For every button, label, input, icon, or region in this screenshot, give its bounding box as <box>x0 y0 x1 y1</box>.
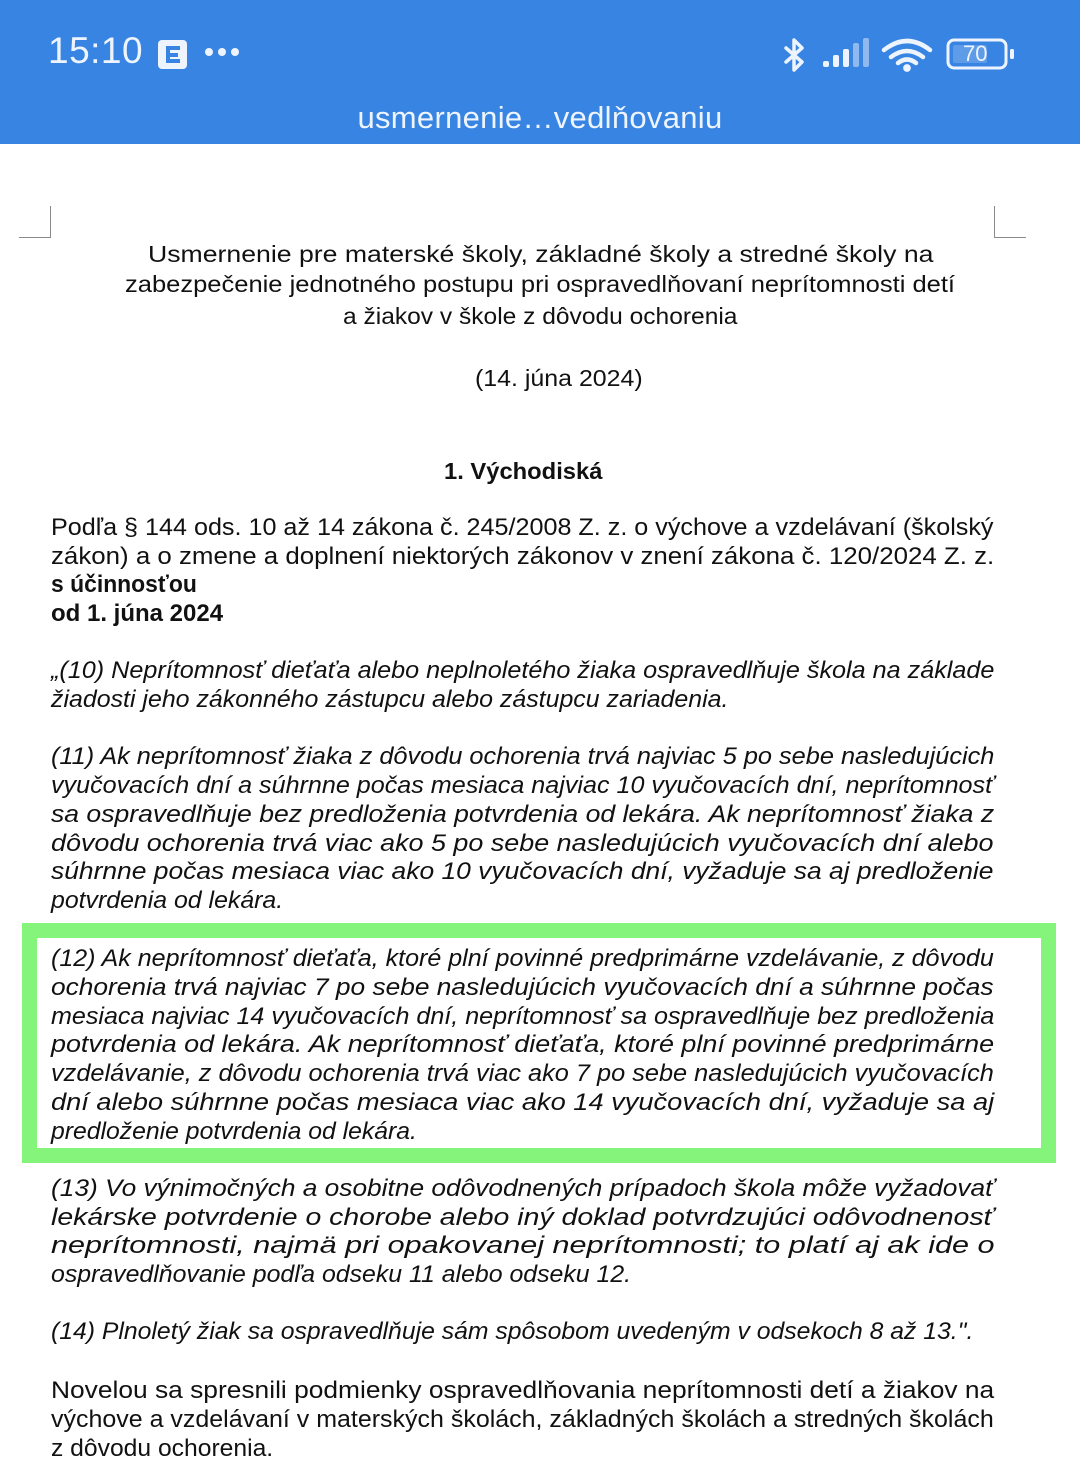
paragraph-13-line: ospravedlňovanie podľa odseku 11 alebo odseku 12. <box>51 1261 632 1288</box>
paragraph-12-line: mesiaca najviac 14 vyučovacích dní, neprítomnosť sa ospravedlňuje bez predloženia <box>51 1003 995 1030</box>
paragraph-11-line: vyučovacích dní a súhrnne počas mesiaca najviac 10 vyučovacích dní, neprítomnosť <box>51 772 994 799</box>
paragraph-12-line: ochorenia trvá najviac 7 po sebe nasledujúcich vyučovacích dní a súhrnne počas <box>51 974 994 1001</box>
effective-label: s účinnosťou <box>51 571 197 598</box>
e-app-icon <box>158 40 187 69</box>
paragraph-13-line: lekárske potvrdenie o chorobe alebo iný doklad potvrdzujúci odôvodnenosť <box>51 1204 994 1231</box>
wifi-icon <box>884 41 930 70</box>
bluetooth-icon <box>786 40 802 70</box>
paragraph-11-line: sa ospravedlňuje bez predloženia potvrdenia od lekára. Ak neprítomnosť žiaka z <box>51 801 995 828</box>
document-date: (14. júna 2024) <box>475 365 643 391</box>
paragraph-12-line: vzdelávanie, z dôvodu ochorenia trvá viac ako 7 po sebe nasledujúcich vyučovacích <box>51 1060 994 1087</box>
paragraph-11-line: potvrdenia od lekára. <box>51 887 284 914</box>
document-title-line: zabezpečenie jednotného postupu pri ospravedlňovaní neprítomnosti detí <box>125 271 956 297</box>
paragraph-12-line: dní alebo súhrnne počas mesiaca viac ako 14 vyučovacích dní, vyžaduje sa aj <box>51 1089 995 1116</box>
paragraph-12-line: potvrdenia od lekára. Ak neprítomnosť dieťaťa, ktoré plní povinné predprimárne <box>51 1031 995 1058</box>
effective-date: od 1. júna 2024 <box>51 600 224 627</box>
paragraph-12-line: predloženie potvrdenia od lekára. <box>51 1118 417 1145</box>
page-corner-mark-right <box>994 206 1026 238</box>
closing-line: z dôvodu ochorenia. <box>51 1435 274 1462</box>
status-icons <box>780 36 1040 76</box>
closing-line: Novelou sa spresnili podmienky ospravedlňovania neprítomnosti detí a žiakov na <box>51 1377 995 1404</box>
document-title-line: a žiakov v škole z dôvodu ochorenia <box>343 303 738 329</box>
app-header <box>0 0 1080 144</box>
more-dots-icon <box>205 48 245 58</box>
page-corner-mark-left <box>19 206 51 238</box>
section-heading: 1. Východiská <box>444 458 603 484</box>
document-title-bar: usmernenie…vedlňovaniu <box>357 100 723 135</box>
paragraph-14-line: (14) Plnoletý žiak sa ospravedlňuje sám spôsobom uvedeným v odsekoch 8 až 13.". <box>51 1318 974 1345</box>
paragraph-10-line: žiadosti jeho zákonného zástupcu alebo zástupcu zariadenia. <box>51 686 729 713</box>
cell-signal-icon <box>823 38 869 67</box>
battery-level: 70 <box>963 41 988 66</box>
paragraph-10-line: „(10) Neprítomnosť dieťaťa alebo neplnoletého žiaka ospravedlňuje škola na základe <box>51 657 995 684</box>
intro-line: Podľa § 144 ods. 10 až 14 zákona č. 245/2008 Z. z. o výchove a vzdelávaní (školský <box>51 514 994 541</box>
paragraph-11-line: súhrnne počas mesiaca viac ako 10 vyučovacích dní, vyžaduje sa aj predloženie <box>51 858 994 885</box>
closing-line: výchove a vzdelávaní v materských školách, základných školách a stredných školách <box>51 1406 994 1433</box>
paragraph-11-line: (11) Ak neprítomnosť žiaka z dôvodu ochorenia trvá najviac 5 po sebe nasledujúcich <box>51 743 995 770</box>
document-title-line: Usmernenie pre materské školy, základné školy a stredné školy na <box>148 241 934 267</box>
intro-line: zákon) a o zmene a doplnení niektorých zákonov v znení zákona č. 120/2024 Z. z. <box>51 543 995 570</box>
paragraph-11-line: dôvodu ochorenia trvá viac ako 5 po sebe nasledujúcich vyučovacích dní alebo <box>51 830 994 857</box>
paragraph-13-line: (13) Vo výnimočných a osobitne odôvodnených prípadoch škola môže vyžadovať <box>51 1175 995 1202</box>
paragraph-13-line: neprítomnosti, najmä pri opakovanej neprítomnosti; to platí aj ak ide o <box>51 1232 995 1259</box>
status-time: 15:10 <box>48 30 144 71</box>
paragraph-12-line: (12) Ak neprítomnosť dieťaťa, ktoré plní povinné predprimárne vzdelávanie, z dôvodu <box>51 945 994 972</box>
